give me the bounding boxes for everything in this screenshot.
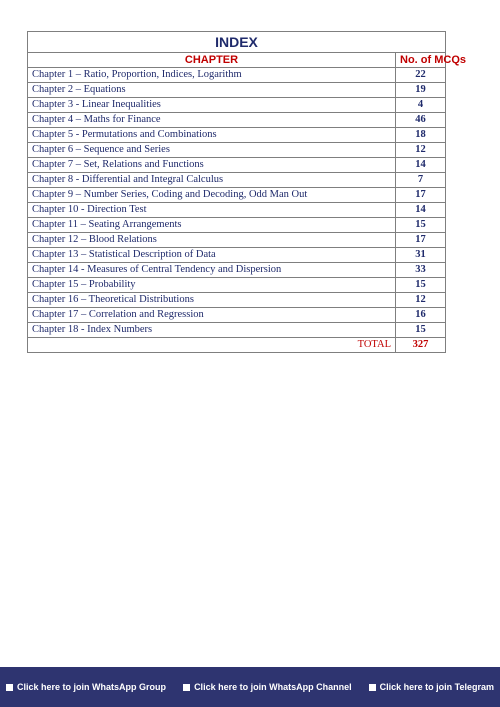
chapter-name: Chapter 14 - Measures of Central Tendency and Dispersion — [28, 263, 396, 278]
index-title: INDEX — [28, 32, 446, 53]
table-row — [28, 83, 446, 98]
total-label: TOTAL — [28, 338, 396, 353]
whatsapp-group-link[interactable] — [6, 682, 166, 692]
table-row — [28, 248, 446, 263]
chapter-name: Chapter 2 – Equations — [28, 83, 396, 98]
square-bullet-icon — [6, 684, 13, 691]
square-bullet-icon — [369, 684, 376, 691]
mcq-count: 15 — [396, 323, 446, 338]
mcq-count: 4 — [396, 98, 446, 113]
mcq-count: 33 — [396, 263, 446, 278]
telegram-link[interactable] — [369, 682, 494, 692]
whatsapp-channel-label: Click here to join WhatsApp Channel — [194, 682, 352, 692]
table-row — [28, 233, 446, 248]
table-row — [28, 323, 446, 338]
table-row — [28, 68, 446, 83]
table-row — [28, 308, 446, 323]
table-row — [28, 188, 446, 203]
mcq-count: 15 — [396, 218, 446, 233]
table-row — [28, 263, 446, 278]
chapter-name: Chapter 7 – Set, Relations and Functions — [28, 158, 396, 173]
chapter-name: Chapter 5 - Permutations and Combinations — [28, 128, 396, 143]
mcq-count: 18 — [396, 128, 446, 143]
table-row — [28, 218, 446, 233]
table-row — [28, 278, 446, 293]
chapter-name: Chapter 10 - Direction Test — [28, 203, 396, 218]
chapter-name: Chapter 13 – Statistical Description of Data — [28, 248, 396, 263]
table-row — [28, 173, 446, 188]
square-bullet-icon — [183, 684, 190, 691]
mcq-count: 46 — [396, 113, 446, 128]
mcq-count: 12 — [396, 293, 446, 308]
table-row — [28, 293, 446, 308]
footer-bar — [0, 667, 500, 707]
chapter-name: Chapter 3 - Linear Inequalities — [28, 98, 396, 113]
chapter-name: Chapter 1 – Ratio, Proportion, Indices, Logarithm — [28, 68, 396, 83]
chapter-name: Chapter 6 – Sequence and Series — [28, 143, 396, 158]
chapter-name: Chapter 18 - Index Numbers — [28, 323, 396, 338]
table-row — [28, 98, 446, 113]
mcq-count: 19 — [396, 83, 446, 98]
index-table — [27, 31, 466, 353]
index-rows — [28, 68, 446, 338]
mcq-count: 17 — [396, 233, 446, 248]
mcq-count: 31 — [396, 248, 446, 263]
chapter-name: Chapter 17 – Correlation and Regression — [28, 308, 396, 323]
whatsapp-channel-link[interactable] — [183, 682, 352, 692]
total-value: 327 — [396, 338, 446, 353]
chapter-name: Chapter 4 – Maths for Finance — [28, 113, 396, 128]
table-row — [28, 113, 446, 128]
mcq-count: 7 — [396, 173, 446, 188]
whatsapp-group-label: Click here to join WhatsApp Group — [17, 682, 167, 692]
mcq-count: 15 — [396, 278, 446, 293]
table-row — [28, 128, 446, 143]
chapter-name: Chapter 8 - Differential and Integral Calculus — [28, 173, 396, 188]
table-row — [28, 143, 446, 158]
chapter-name: Chapter 15 – Probability — [28, 278, 396, 293]
mcq-count: 17 — [396, 188, 446, 203]
mcq-count: 14 — [396, 203, 446, 218]
mcq-count: 16 — [396, 308, 446, 323]
column-header-chapter: CHAPTER — [28, 53, 396, 68]
mcq-count: 12 — [396, 143, 446, 158]
table-row — [28, 203, 446, 218]
chapter-name: Chapter 12 – Blood Relations — [28, 233, 396, 248]
chapter-name: Chapter 9 – Number Series, Coding and Decoding, Odd Man Out — [28, 188, 396, 203]
telegram-label: Click here to join Telegram — [379, 682, 494, 692]
mcq-count: 22 — [396, 68, 446, 83]
chapter-name: Chapter 16 – Theoretical Distributions — [28, 293, 396, 308]
table-row — [28, 158, 446, 173]
column-header-mcq-count: No. of MCQs — [396, 53, 446, 68]
chapter-name: Chapter 11 – Seating Arrangements — [28, 218, 396, 233]
mcq-count: 14 — [396, 158, 446, 173]
